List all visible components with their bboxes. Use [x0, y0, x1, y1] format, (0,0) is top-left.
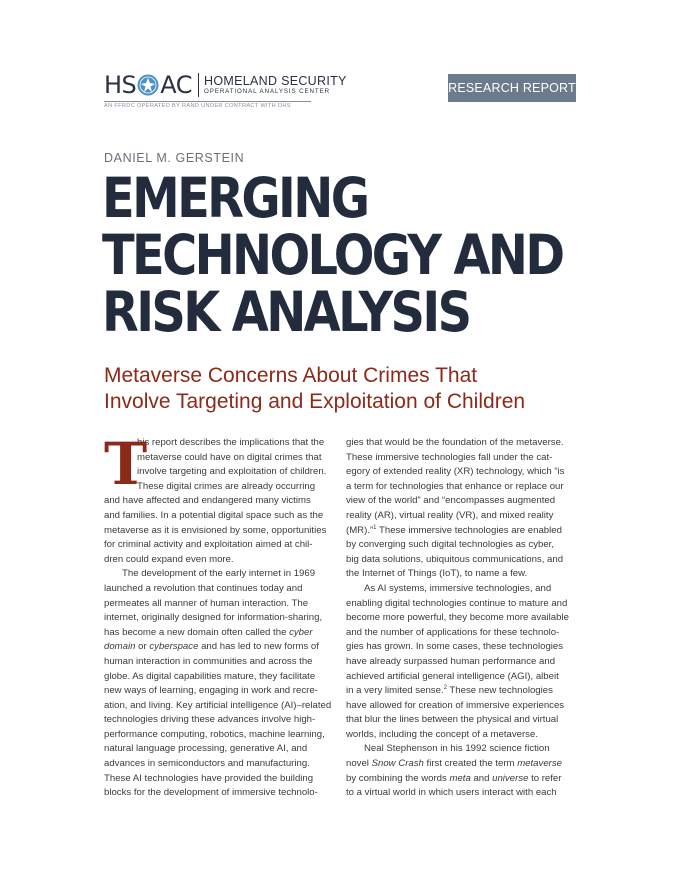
author-name: DANIEL M. GERSTEIN: [104, 151, 245, 165]
body-column-left: [104, 430, 334, 801]
text-run: and: [470, 772, 493, 784]
text-line: have allowed for creation of immersive experiences: [346, 699, 565, 711]
logo-divider: [198, 73, 199, 97]
text-line: the Internet of Things (IoT), to name a few.: [346, 568, 528, 580]
logo-rule: [104, 101, 311, 102]
italic-term: cyberspace: [149, 641, 199, 653]
text-line: These immersive technologies fall under the cat-: [346, 451, 553, 463]
text-line: The development of the early internet in 1969: [122, 568, 316, 580]
text-line: gies that would be the foundation of the metaverse.: [346, 437, 564, 448]
logo-name: HOMELAND SECURITY: [204, 74, 347, 88]
logo-tagline: AN FFRDC OPERATED BY RAND UNDER CONTRACT WITH DHS: [104, 103, 291, 109]
text-line: and families. In a potential digital space such as the: [104, 509, 324, 521]
text-line: become more powerful, they become more available: [346, 612, 569, 624]
text-run: first created the term: [423, 758, 518, 770]
italic-term: universe: [492, 772, 529, 784]
title-line: EMERGING: [102, 166, 368, 230]
text-line: performance computing, robotics, machine learning,: [104, 728, 325, 740]
text-line: [104, 626, 334, 641]
text-line: have already surpassed human performance and: [346, 655, 556, 667]
text-line: These digital crimes are already occurring: [137, 480, 316, 492]
text-run: or: [135, 641, 150, 653]
text-line: [346, 757, 576, 772]
text-line: gies has grown. In some cases, these technologies: [346, 641, 564, 653]
report-title: [102, 166, 563, 344]
title-line: TECHNOLOGY AND: [102, 223, 563, 287]
text-line: blocks for the development of immersive technolo-: [104, 787, 318, 799]
text-run: in a very limited sense.: [346, 685, 444, 697]
text-line: worlds, including the concept of a metaverse.: [346, 728, 538, 740]
hsoac-logo: [104, 72, 364, 114]
text-line: to a virtual world in which users interact with each: [346, 787, 557, 799]
dhs-seal-icon: [137, 74, 159, 96]
text-run: to refer: [528, 772, 562, 784]
italic-term: Snow Crash: [371, 758, 424, 770]
text-line: globe. As digital capabilities mature, they facilitate: [104, 670, 316, 682]
text-line: These AI technologies have provided the building: [104, 772, 314, 784]
report-subtitle: [104, 363, 584, 415]
text-line: permeates all manner of human interaction. The: [104, 597, 309, 609]
text-line: [346, 684, 576, 699]
text-run: has become a new domain often called the: [104, 626, 290, 638]
logo-wordmark: [104, 72, 347, 98]
logo-words: [204, 74, 347, 96]
text-line: dren could expand even more.: [104, 553, 234, 565]
text-line: achieved artificial general intelligence (AGI), albeit: [346, 670, 559, 682]
text-line: involve targeting and exploitation of children.: [137, 466, 327, 478]
text-line: and have affected and endangered many victims: [104, 495, 311, 507]
text-line: [346, 772, 576, 787]
text-line: human interaction in communities and across the: [104, 655, 313, 667]
text-run: and has led to new forms of: [198, 641, 319, 653]
text-line: metaverse could have on digital crimes that: [137, 451, 322, 463]
logo-subname: OPERATIONAL ANALYSIS CENTER: [204, 88, 331, 95]
text-line: internet, originally designed for information-sharing,: [104, 612, 323, 624]
text-line: big data solutions, ubiquitous communications, and: [346, 553, 564, 565]
text-line: by converging such digital technologies as cyber,: [346, 539, 554, 551]
text-line: advances in semiconductors and manufacturing.: [104, 758, 310, 770]
drop-cap: T: [104, 430, 148, 498]
text-line: As AI systems, immersive technologies, and: [364, 582, 552, 594]
italic-term: cyber: [289, 626, 313, 638]
research-report-badge: RESEARCH REPORT: [448, 74, 576, 102]
text-line: for criminal activity and exploitation aimed at chil-: [104, 539, 313, 551]
text-line: new ways of learning, engaging in work and recre-: [104, 685, 318, 697]
text-line: enabling digital technologies continue to mature and: [346, 597, 568, 609]
text-line: Neal Stephenson in his 1992 science fiction: [364, 743, 550, 755]
text-line: his report describes the implications that the: [137, 437, 325, 448]
text-line: view of the world” and “encompasses augmented: [346, 495, 556, 507]
logo-hs-letters: HS: [104, 71, 137, 99]
subtitle-line: Metaverse Concerns About Crimes That: [104, 364, 478, 387]
text-line: technologies driving these advances involve high-: [104, 714, 316, 726]
subtitle-line: Involve Targeting and Exploitation of Children: [104, 390, 526, 413]
intro-paragraph: [104, 430, 334, 567]
text-line: a term for technologies that enhance or replace our: [346, 480, 564, 492]
text-line: natural language processing, generative AI, and: [104, 743, 308, 755]
title-line: RISK ANALYSIS: [102, 280, 470, 344]
italic-term: meta: [449, 772, 471, 784]
italic-term: metaverse: [517, 758, 562, 770]
text-run: These immersive technologies are enabled: [376, 524, 562, 536]
footnote-ref[interactable]: 2: [443, 684, 447, 691]
logo-ac-letters: AC: [160, 71, 193, 99]
text-run: novel: [346, 758, 372, 770]
text-run: (MR).”: [346, 524, 374, 536]
text-line: that blur the lines between the physical and virtual: [346, 714, 559, 726]
text-line: egory of extended reality (XR) technology, which “is: [346, 466, 565, 478]
text-line: and the number of applications for these technolo-: [346, 626, 560, 638]
text-run: by combining the words: [346, 772, 450, 784]
text-line: launched a revolution that continues today and: [104, 582, 303, 594]
italic-term: domain: [104, 641, 136, 653]
body-column-right: [346, 436, 576, 801]
text-line: reality (AR), virtual reality (VR), and mixed reality: [346, 509, 554, 521]
text-line: metaverse as it is envisioned by some, opportunities: [104, 524, 327, 536]
text-line: ation, and living. Key artificial intelligence (AI)–related: [104, 699, 332, 711]
footnote-ref[interactable]: 1: [373, 524, 377, 531]
text-line: [104, 640, 334, 655]
text-line: [346, 524, 576, 539]
text-run: These new technologies: [446, 685, 553, 697]
